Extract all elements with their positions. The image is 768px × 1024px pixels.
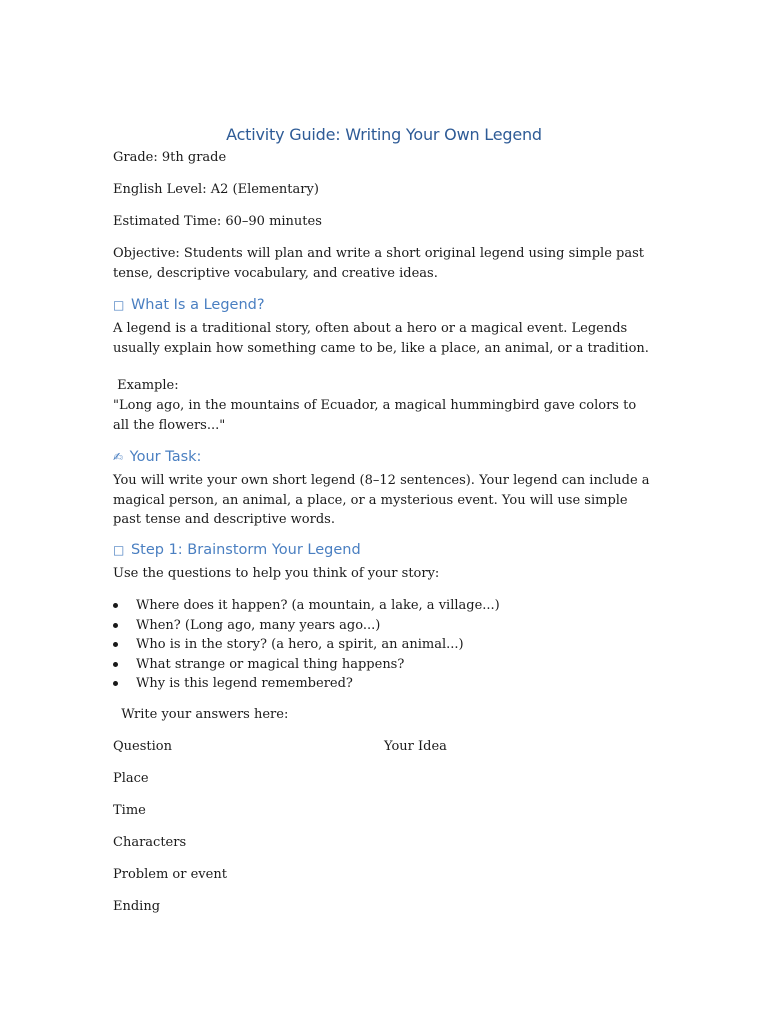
example-label: Example: [113, 378, 179, 393]
heading-what-is-a-legend [113, 297, 265, 313]
table-row-label: Ending [113, 899, 161, 914]
example-quote: "Long ago, in the mountains of Ecuador, a magical hummingbird gave colors to all the flowers..." [113, 398, 637, 433]
table-header-idea: Your Idea [384, 739, 447, 754]
table-row-label: Place [113, 771, 149, 786]
bullet-icon [113, 603, 118, 608]
heading-step-1 [113, 542, 361, 558]
box-icon: □ [113, 543, 125, 557]
task-paragraph: You will write your own short legend (8–12 sentences). Your legend can include a magical person, an animal, a place, or a mysterious event. You will use simple past tense and descriptive words. [113, 473, 650, 527]
list-item: Who is in the story? (a hero, a spirit, an animal...) [113, 635, 653, 655]
writing-hand-icon: ✍ [113, 450, 124, 464]
bullet-icon [113, 681, 118, 686]
objective-paragraph: Objective: Students will plan and write a short original legend using simple past tense, descriptive vocabulary, and creative ideas. [113, 246, 644, 281]
table-header-question: Question [113, 739, 172, 754]
bullet-icon [113, 623, 118, 628]
heading-text: Step 1: Brainstorm Your Legend [130, 542, 361, 558]
bullet-icon [113, 642, 118, 647]
table-row-label: Characters [113, 835, 187, 850]
brainstorm-question-list [113, 596, 653, 694]
english-level-line: English Level: A2 (Elementary) [113, 182, 319, 197]
answers-prompt: Write your answers here: [113, 707, 289, 722]
table-row-label: Time [113, 803, 146, 818]
table-row-label: Problem or event [113, 867, 227, 882]
list-item: Where does it happen? (a mountain, a lake, a village...) [113, 596, 653, 616]
heading-your-task [113, 449, 201, 465]
document-title: Activity Guide: Writing Your Own Legend [226, 125, 542, 144]
list-item: When? (Long ago, many years ago...) [113, 616, 653, 636]
list-item: Why is this legend remembered? [113, 674, 653, 694]
bullet-icon [113, 662, 118, 667]
estimated-time-line: Estimated Time: 60–90 minutes [113, 214, 322, 229]
grade-line: Grade: 9th grade [113, 150, 227, 165]
heading-text: Your Task: [129, 449, 202, 465]
box-icon: □ [113, 298, 125, 312]
step-1-intro: Use the questions to help you think of your story: [113, 566, 440, 581]
heading-text: What Is a Legend? [130, 297, 265, 313]
legend-definition-paragraph: A legend is a traditional story, often about a hero or a magical event. Legends usually explain how something came to be, like a place, an animal, or a tradition. [113, 321, 649, 356]
list-item: What strange or magical thing happens? [113, 655, 653, 675]
